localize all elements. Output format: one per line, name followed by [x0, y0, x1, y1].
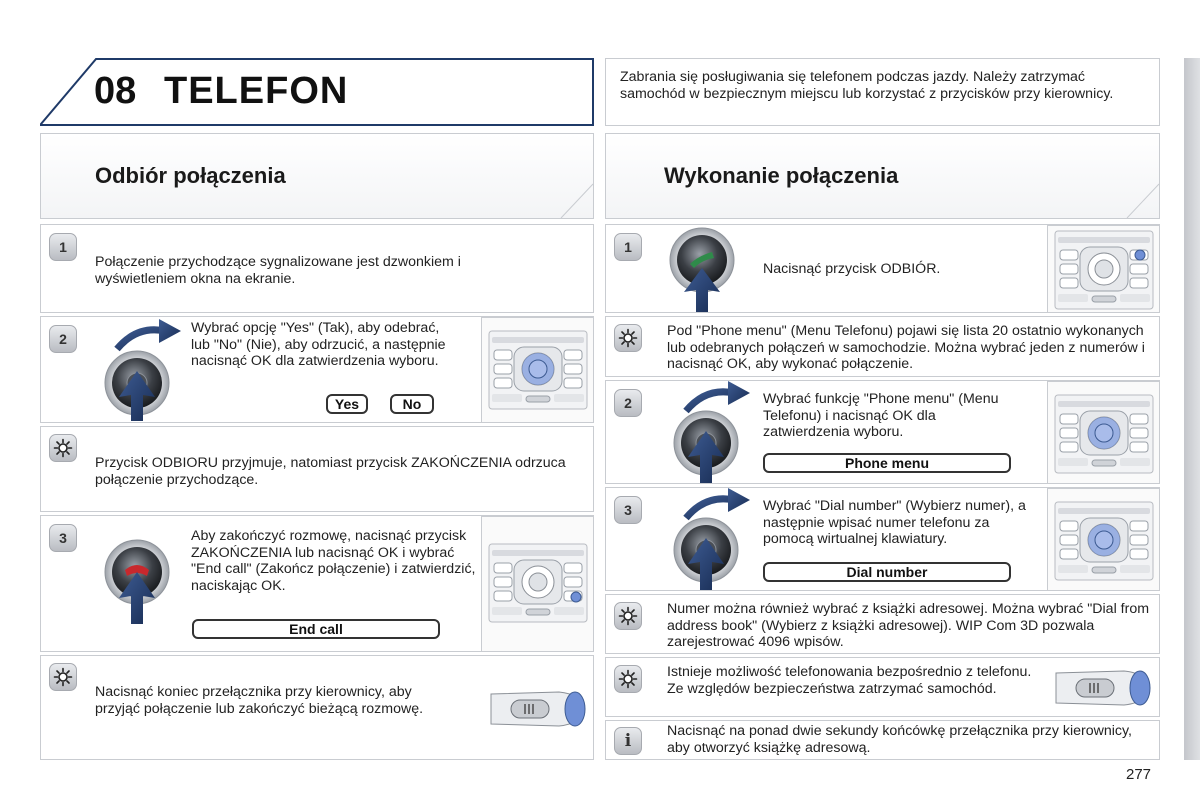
- steering-stalk-icon: [1054, 663, 1154, 713]
- tip-badge: [614, 324, 642, 352]
- radio-panel-thumbnail: [1047, 488, 1160, 591]
- accept-call-button-icon: [668, 226, 738, 314]
- left-tip-2: [40, 655, 594, 760]
- chapter-header: [40, 58, 594, 126]
- lightbulb-tip-icon: [53, 438, 73, 458]
- tip-text: Nacisnąć koniec przełącznika przy kierownicy, aby przyjąć połączenie lub zakończyć bieżącą rozmowę.: [95, 684, 424, 717]
- left-step-1: [40, 224, 594, 313]
- phone-menu-button[interactable]: Phone menu: [763, 453, 1011, 473]
- tip-text: Pod "Phone menu" (Menu Telefonu) pojawi się lista 20 ostatnio wykonanych lub odebranych połączeń w samochodzie. Można wybrać jeden z numerów i nacisnąć OK, aby wykonać połączenie.: [667, 323, 1145, 372]
- step-text: Wybrać opcję "Yes" (Tak), aby odebrać, lub "No" (Nie), aby odrzucić, a następnie nacisnąć OK dla zatwierdzenia wyboru.: [191, 320, 446, 369]
- info-text: Nacisnąć na ponad dwie sekundy końcówkę przełącznika przy kierownicy, aby otworzyć książkę adresową.: [667, 723, 1132, 756]
- lightbulb-tip-icon: [618, 328, 638, 348]
- tip-badge: [614, 665, 642, 693]
- step-number-badge: 2: [614, 389, 642, 417]
- step-number-badge: 1: [614, 233, 642, 261]
- chapter-number: 08: [94, 70, 137, 112]
- chapter-title: TELEFON: [164, 70, 349, 112]
- right-tip-3: [605, 657, 1160, 717]
- end-call-button-icon: [103, 536, 173, 646]
- lightbulb-tip-icon: [618, 606, 638, 626]
- radio-panel-thumbnail: [481, 317, 594, 423]
- right-step-1: [605, 224, 1160, 313]
- tip-badge: [49, 663, 77, 691]
- left-step-3: [40, 515, 594, 652]
- right-info: [605, 720, 1160, 760]
- radio-panel-thumbnail: [1047, 225, 1160, 313]
- step-text: Wybrać funkcję "Phone menu" (Menu Telefonu) i nacisnąć OK dla zatwierdzenia wyboru.: [763, 391, 999, 440]
- tip-text: Istnieje możliwość telefonowania bezpośrednio z telefonu. Ze względów bezpieczeństwa zatrzymać samochód.: [667, 664, 1032, 697]
- left-step-2: [40, 316, 594, 423]
- step-number-badge: 2: [49, 325, 77, 353]
- tip-badge: [614, 602, 642, 630]
- step-text: Połączenie przychodzące sygnalizowane jest dzwonkiem i wyświetleniem okna na ekranie.: [95, 254, 461, 287]
- step-number-badge: 3: [49, 524, 77, 552]
- tip-text: Numer można również wybrać z książki adresowej. Można wybrać "Dial from address book" (Wybierz z książki adresowej). WIP Com 3D pozwala zarejestrować 4096 wpisów.: [667, 601, 1150, 650]
- left-section-title: Odbiór połączenia: [95, 163, 286, 188]
- steering-stalk-icon: [489, 684, 589, 734]
- step-number-badge: 3: [614, 496, 642, 524]
- lightbulb-tip-icon: [618, 669, 638, 689]
- warning-box: [605, 58, 1160, 126]
- right-tip-2: [605, 594, 1160, 654]
- lightbulb-tip-icon: [53, 667, 73, 687]
- right-section-title: Wykonanie połączenia: [664, 163, 899, 188]
- radio-panel-icon: [1054, 230, 1154, 310]
- step-text: Aby zakończyć rozmowę, nacisnąć przycisk ZAKOŃCZENIA lub nacisnąć OK i wybrać "End call" (Zakończ połączenie) i zatwierdzić, naciskając OK.: [191, 528, 476, 594]
- info-badge: i: [614, 727, 642, 755]
- dial-number-button[interactable]: Dial number: [763, 562, 1011, 582]
- tip-text: Przycisk ODBIORU przyjmuje, natomiast przycisk ZAKOŃCZENIA odrzuca połączenie przychodzące.: [95, 455, 566, 488]
- warning-text: Zabrania się posługiwania się telefonem podczas jazdy. Należy zatrzymać samochód w bezpiecznym miejscu lub korzystać z przycisków przy kierownicy.: [620, 69, 1114, 102]
- page-number: 277: [1126, 766, 1152, 783]
- radio-panel-icon: [1054, 501, 1154, 581]
- radio-panel-icon: [488, 330, 588, 410]
- rotary-knob-icon: [97, 317, 187, 423]
- rotary-knob-icon: [666, 488, 756, 592]
- right-tip-1: [605, 316, 1160, 377]
- radio-panel-thumbnail: [481, 516, 594, 652]
- left-tip-1: [40, 426, 594, 512]
- left-title-box: [40, 133, 594, 219]
- step-text: Nacisnąć przycisk ODBIÓR.: [763, 261, 941, 277]
- chapter-side-tab: [1184, 58, 1200, 760]
- step-number-badge: 1: [49, 233, 77, 261]
- right-step-2: [605, 380, 1160, 484]
- end-call-button[interactable]: End call: [192, 619, 440, 639]
- no-button[interactable]: No: [390, 394, 434, 414]
- radio-panel-icon: [1054, 394, 1154, 474]
- step-text: Wybrać "Dial number" (Wybierz numer), a następnie wpisać numer telefonu za pomocą wirtualnej klawiatury.: [763, 498, 1026, 547]
- radio-panel-icon: [488, 543, 588, 623]
- right-step-3: [605, 487, 1160, 591]
- yes-button[interactable]: Yes: [326, 394, 368, 414]
- rotary-knob-icon: [666, 381, 756, 485]
- tip-badge: [49, 434, 77, 462]
- radio-panel-thumbnail: [1047, 381, 1160, 484]
- right-title-box: [605, 133, 1160, 219]
